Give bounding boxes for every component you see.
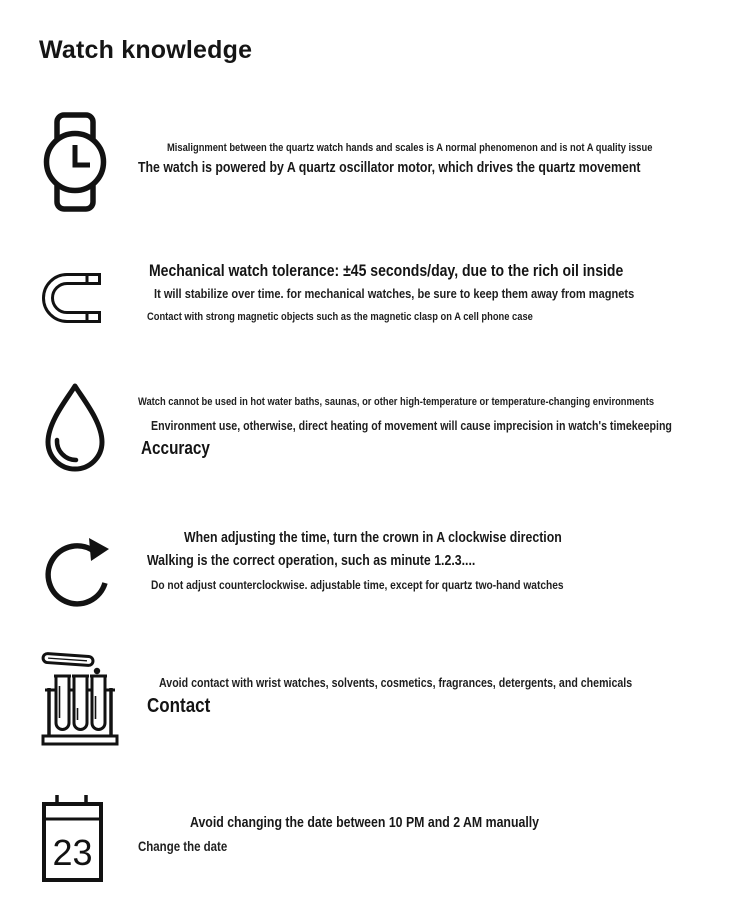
knowledge-row-date — [40, 793, 740, 887]
knowledge-row-chemicals — [40, 646, 740, 748]
clockwise-arrow-icon — [40, 522, 114, 616]
info-line: Contact with strong magnetic objects such as the magnetic clasp on A cell phone case — [147, 310, 533, 323]
knowledge-row-temperature — [40, 380, 740, 480]
wristwatch-icon — [40, 112, 112, 212]
info-line: Misalignment between the quartz watch hands and scales is A normal phenomenon and is not A quality issue — [167, 142, 653, 154]
info-line: Watch cannot be used in hot water baths, saunas, or other high-temperature or temperature-changing environments — [138, 396, 655, 408]
water-drop-icon — [40, 380, 112, 480]
info-line: Walking is the correct operation, such as minute 1.2.3.... — [147, 552, 476, 569]
info-line: Environment use, otherwise, direct heating of movement will cause imprecision in watch's timekeeping — [151, 418, 672, 433]
info-line: When adjusting the time, turn the crown in A clockwise direction — [184, 530, 562, 546]
magnet-icon — [40, 262, 112, 326]
calendar-icon — [40, 793, 112, 887]
test-tubes-icon — [40, 646, 120, 748]
knowledge-row-quartz — [40, 112, 740, 212]
info-line: It will stabilize over time. for mechanical watches, be sure to keep them away from magnets — [154, 285, 635, 301]
page-title: Watch knowledge — [39, 36, 253, 64]
info-line: Accuracy — [141, 438, 210, 459]
info-line: Contact — [147, 695, 211, 718]
info-line: The watch is powered by A quartz oscillator motor, which drives the quartz movement — [138, 159, 641, 176]
info-line: Avoid contact with wrist watches, solvents, cosmetics, fragrances, detergents, and chemicals — [159, 676, 633, 690]
knowledge-row-adjustment — [40, 522, 740, 616]
calendar-day-number: 23 — [52, 832, 93, 873]
info-line: Mechanical watch tolerance: ±45 seconds/day, due to the rich oil inside — [149, 262, 624, 280]
info-line: Change the date — [138, 838, 228, 854]
info-line: Do not adjust counterclockwise. adjustable time, except for quartz two-hand watches — [151, 578, 564, 593]
info-line: Avoid changing the date between 10 PM and 2 AM manually — [190, 815, 540, 831]
knowledge-row-magnet — [40, 262, 740, 326]
